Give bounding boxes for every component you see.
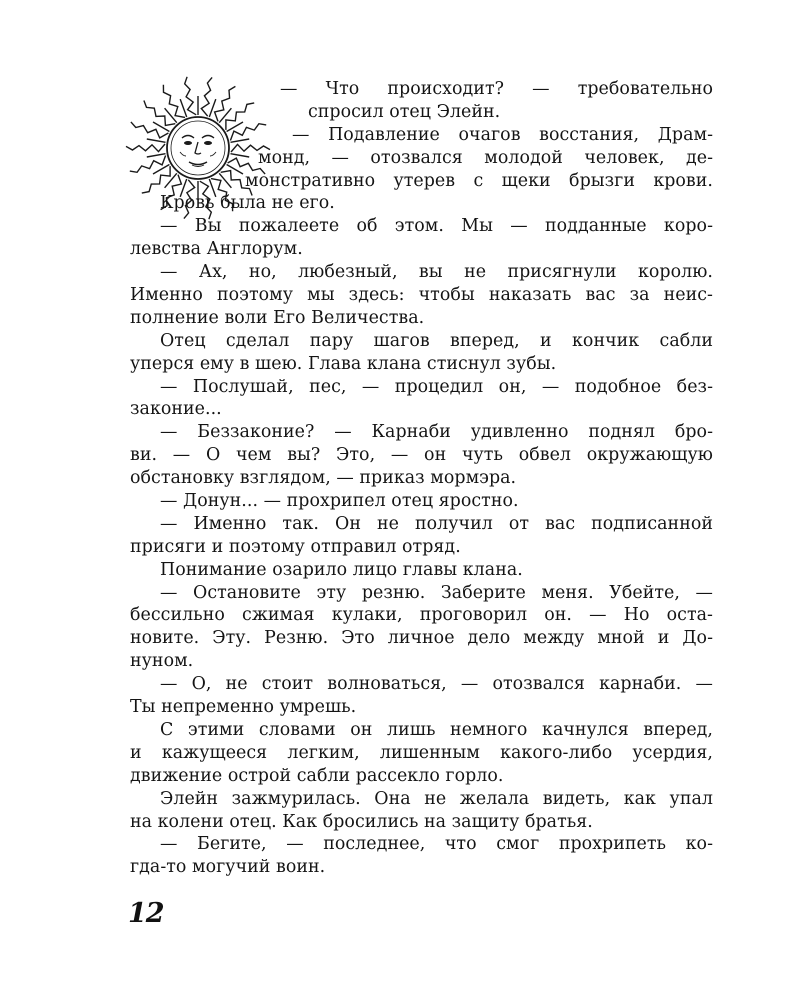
text-line: монстративно утерев с щеки брызги крови. — [245, 170, 713, 191]
text-line: монд, — отозвался молодой человек, де- — [258, 147, 713, 168]
text-line: Именно поэтому мы здесь: чтобы наказать вас за неис- — [130, 285, 713, 306]
text-line: — Донун... — прохрипел отец яростно. — [160, 491, 519, 512]
text-line: — Ах, но, любезный, вы не присягнули королю. — [160, 262, 713, 283]
text-line: левства Англорум. — [130, 239, 303, 260]
text-line: законие... — [130, 399, 222, 420]
text-line: — Бегите, — последнее, что смог прохрипеть ко- — [160, 834, 713, 855]
text-line: — Именно так. Он не получил от вас подписанной — [160, 513, 713, 534]
text-line: Отец сделал пару шагов вперед, и кончик сабли — [160, 330, 713, 351]
text-line: присяги и поэтому отправил отряд. — [130, 536, 461, 557]
text-line: — Беззаконие? — Карнаби удивленно поднял бро- — [160, 422, 713, 443]
text-line: Понимание озарило лицо главы клана. — [160, 559, 523, 580]
text-line: движение острой сабли рассекло горло. — [130, 765, 504, 786]
text-line: — Что происходит? — требовательно — [280, 79, 713, 99]
text-line: ви. — О чем вы? Это, — он чуть обвел окружающую — [130, 445, 713, 466]
text-line: на колени отец. Как бросились на защиту братья. — [130, 811, 593, 832]
body-text — [130, 78, 713, 879]
text-line: спросил отец Элейн. — [308, 101, 501, 122]
text-line: гда-то могучий воин. — [130, 857, 326, 878]
page-number: 12 — [128, 898, 164, 929]
text-line: уперся ему в шею. Глава клана стиснул зубы. — [130, 353, 557, 374]
text-line: Ты непременно умрешь. — [130, 697, 357, 718]
text-line: Элейн зажмурилась. Она не желала видеть, как упал — [160, 788, 713, 809]
text-line: — Послушай, пес, — процедил он, — подобное без- — [160, 376, 713, 397]
text-line: Кровь была не его. — [160, 193, 335, 214]
text-line: — О, не стоит волноваться, — отозвался карнаби. — — [160, 674, 713, 695]
text-line: и кажущееся легким, лишенным какого-либо усердия, — [130, 742, 713, 763]
text-line: — Вы пожалеете об этом. Мы — подданные коро- — [160, 216, 713, 237]
text-line: — Подавление очагов восстания, Драм- — [292, 124, 713, 145]
text-line: обстановку взглядом, — приказ мормэра. — [130, 468, 517, 489]
text-line: — Остановите эту резню. Заберите меня. Убейте, — — [160, 582, 713, 603]
text-line: новите. Эту. Резню. Это личное дело между мной и До- — [130, 628, 713, 649]
text-line: С этими словами он лишь немного качнулся вперед, — [160, 719, 713, 740]
text-line: полнение воли Его Величества. — [130, 307, 425, 328]
text-line: нуном. — [130, 651, 194, 672]
text-line: бессильно сжимая кулаки, проговорил он. — Но оста- — [130, 605, 713, 626]
